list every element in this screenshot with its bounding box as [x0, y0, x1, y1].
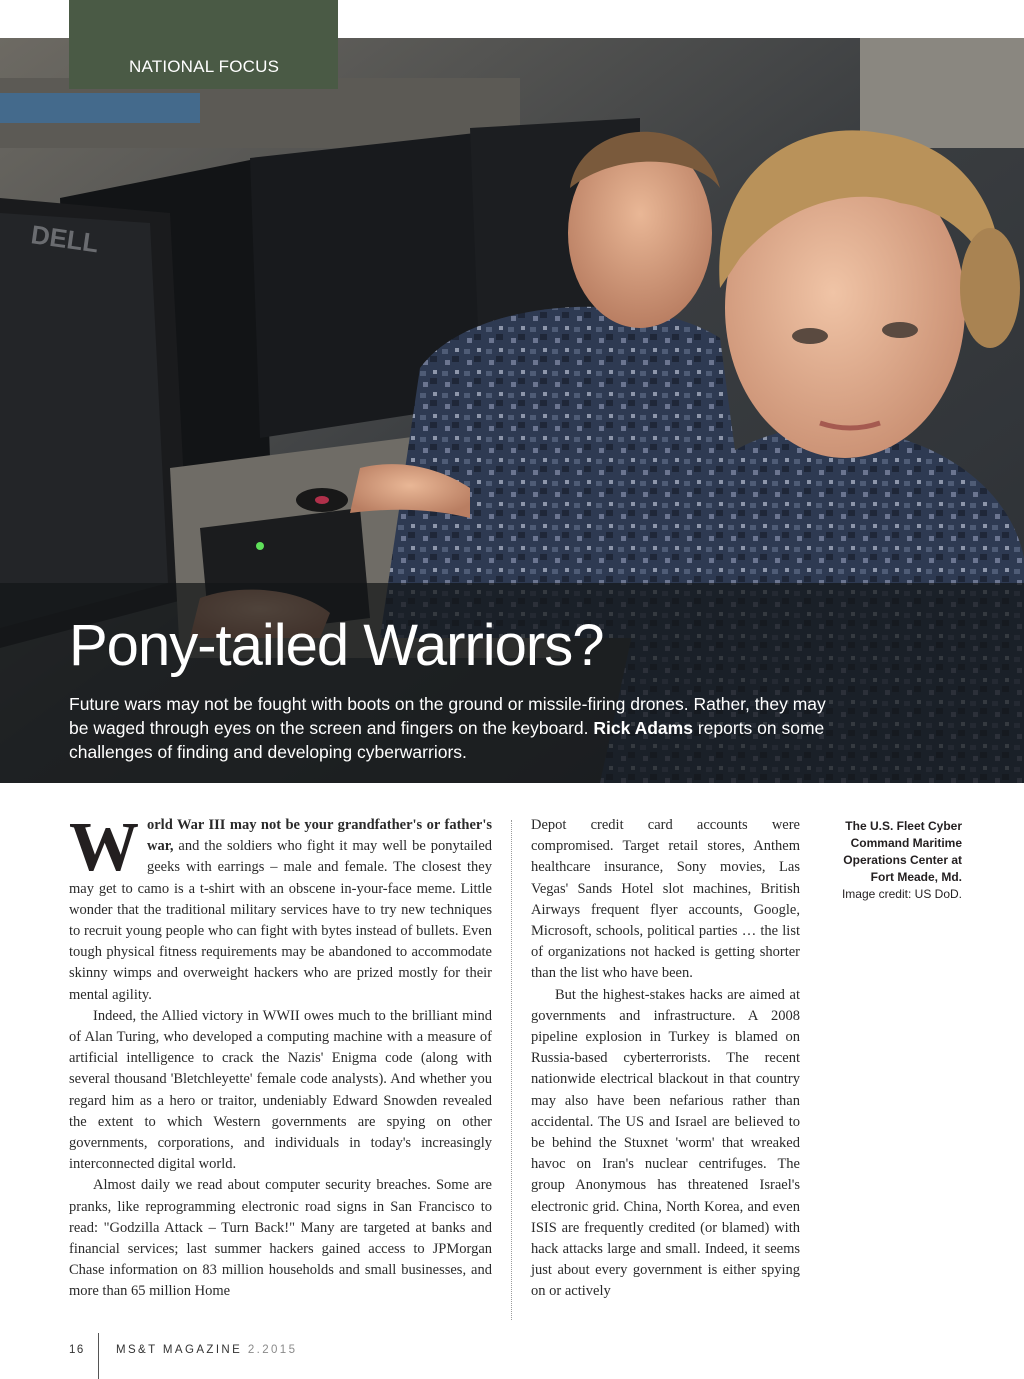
article-standfirst: [69, 692, 829, 764]
standfirst-text: Future wars may not be fought with boots on the ground or missile-firing drones. Rather, they may be waged through eyes on the screen and fingers on the keyboard.: [69, 694, 826, 738]
page-number: 16: [69, 1344, 85, 1356]
section-tab: [69, 0, 338, 89]
caption-credit: Image credit: US DoD.: [841, 887, 962, 901]
drop-cap: W: [69, 809, 139, 886]
article-headline: Pony-tailed Warriors?: [69, 613, 604, 678]
body-column-1: [69, 809, 493, 1303]
standfirst-text-end: reports on some challenges of finding and developing cyberwarriors.: [69, 718, 825, 762]
caption-title: The U.S. Fleet Cyber Command Maritime Operations Center at Fort Meade, Md.: [843, 819, 962, 884]
paragraph-3-continued: Depot credit card accounts were compromised. Target retail stores, Anthem healthcare insurance, Sony movies, Las Vegas' Sands Hotel slot machines, British Airways frequent flyer accounts, Google, Microsoft, schools, political parties … the list of organizations not hacked is getting shorter than the list who have been.: [531, 817, 800, 982]
footer-divider: [98, 1333, 99, 1379]
column-divider: [511, 820, 512, 1320]
paragraph-1-text: and the soldiers who fight it may well be ponytailed geeks with earrings – male and female. The closest they may get to camo is a t-shirt with an obscene in-your-face meme. Little wonder that the traditional military services have to try new techniques to recruit young people who can fight with bytes instead of bullets. Even tough physical fitness requirements may be abandoned to accommodate skinny wimps and overweight hackers who are prized mostly for their mental agility.: [69, 838, 493, 1003]
body-column-2: [531, 815, 800, 1303]
lead-in: orld War III may not be your grandfather's or father's war,: [147, 817, 492, 855]
paragraph-3: Almost daily we read about computer security breaches. Some are pranks, like reprogramming electronic road signs in San Francisco to read: "Godzilla Attack – Turn Back!" Many are targeted at banks and financial services; last summer hackers gained access to JPMorgan Chase information on 83 million households and small businesses, and more than 65 million Home: [69, 1177, 492, 1300]
photo-caption: [820, 818, 962, 903]
paragraph-2: Indeed, the Allied victory in WWII owes much to the brilliant mind of Alan Turing, who developed a computing machine with a measure of artificial intelligence to crack the Nazis' Enigma code (along with several thousand 'Bletchleyette' female code analysts). And whether you regard him as a hero or traitor, undeniably Edward Snowden revealed the extent to which Western governments are spying on other governments, corporations, and individuals in today's increasingly interconnected digital world.: [69, 1007, 492, 1173]
section-label: NATIONAL FOCUS: [129, 57, 280, 76]
monitor-brand-logo: DELL: [29, 219, 101, 259]
paragraph-4: But the highest-stakes hacks are aimed at governments and infrastructure. A 2008 pipeline explosion in Turkey is blamed on Russia-based cyberterrorists. The recent nationwide electrical blackout in that country may also have been nefarious rather than accidental. The US and Israel are believed to be behind the Stuxnet 'worm' that wreaked havoc on Iran's nuclear centrifuges. The group Anonymous has threatened Israel's electronic grid. China, North Korea, and even ISIS are frequently credited (or blamed) with hack attacks large and small. Indeed, it seems just about every government is either spying on or actively: [531, 986, 800, 1300]
paragraph-1: [69, 809, 493, 1006]
byline: Rick Adams: [593, 718, 693, 738]
magazine-issue: 2.2015: [247, 1344, 298, 1356]
magazine-name: MS&T MAGAZINE: [116, 1344, 243, 1356]
magazine-folio: [116, 1344, 297, 1356]
